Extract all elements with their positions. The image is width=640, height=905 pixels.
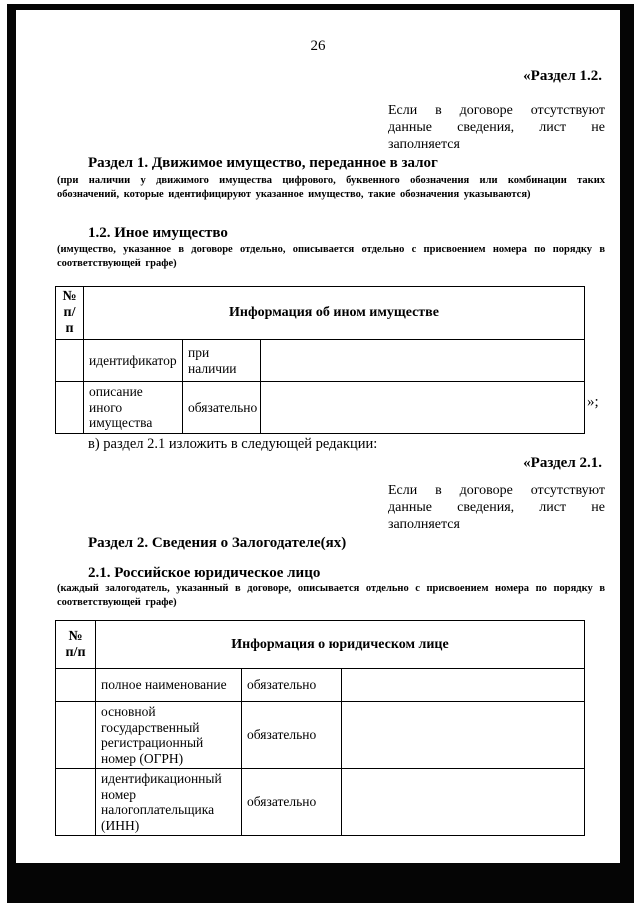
section-2-heading: Раздел 2. Сведения о Залогодателе(ях) [88,535,347,551]
amendment-item-v: в) раздел 2.1 изложить в следующей редакции: [88,436,378,452]
table1-row1-value-cell [261,340,585,382]
table2-info-header: Информация о юридическом лице [96,621,585,669]
num-header-line2: п/п [65,644,86,660]
closing-quote-semicolon: »; [587,394,599,410]
section-1-note: (при наличии у движимого имущества цифрового, буквенного обозначения или комбинации таких обозначений, которые идентифицируют указанное имущество, такие обозначения указываются) [57,175,605,200]
subsection-2-1-note: (каждый залогодатель, указанный в договоре, описывается отдельно с присвоением номера по порядку в соответствующей графе) [57,583,605,608]
table1-row1-num-cell [56,340,84,382]
table1-row2-label: описание иного имущества [84,382,183,434]
table2-row2-label: основной государственный регистрационный номер (ОГРН) [96,702,242,769]
subsection-1-2-note: (имущество, указанное в договоре отдельно, описывается отдельно с присвоением номера по порядку в соответствующей графе) [57,244,605,269]
table1-info-header: Информация об ином имуществе [84,287,585,340]
table2-row3-label: идентификационный номер налогоплательщика (ИНН) [96,769,242,836]
table2-row1-label: полное наименование [96,669,242,702]
legal-entity-table [55,620,585,836]
table2-row2-requirement: обязательно [242,702,342,769]
table2-row2-value-cell [342,702,585,769]
table2-row1-value-cell [342,669,585,702]
table1-row1-requirement: при наличии [183,340,261,382]
table2-row2-num-cell [56,702,96,769]
table1-row2-value-cell [261,382,585,434]
table1-row1-label: идентификатор [84,340,183,382]
num-header-line1: № [68,628,83,644]
subsection-1-2-heading: 1.2. Иное имущество [88,225,228,241]
num-header-line2: п/п [63,305,76,336]
table2-row1-num-cell [56,669,96,702]
section-1-heading: Раздел 1. Движимое имущество, переданное в залог [88,155,438,171]
document-page [16,10,620,863]
subsection-2-1-heading: 2.1. Российское юридическое лицо [88,565,321,581]
page-number: 26 [310,38,326,54]
table1-num-header [56,287,84,340]
table2-num-header [56,621,96,669]
num-header-line1: № [62,289,77,304]
table2-row1-requirement: обязательно [242,669,342,702]
table2-row3-value-cell [342,769,585,836]
table2-row3-requirement: обязательно [242,769,342,836]
note-absent-data-2: Если в договоре отсутствуют данные сведения, лист не заполняется [388,483,605,532]
section-ref-1-2: «Раздел 1.2. [523,68,602,84]
other-property-table [55,286,585,434]
section-ref-2-1: «Раздел 2.1. [523,455,602,471]
scan-border-frame [7,4,634,903]
table1-row2-requirement: обязательно [183,382,261,434]
table1-row2-num-cell [56,382,84,434]
note-absent-data-1: Если в договоре отсутствуют данные сведения, лист не заполняется [388,103,605,152]
table2-row3-num-cell [56,769,96,836]
